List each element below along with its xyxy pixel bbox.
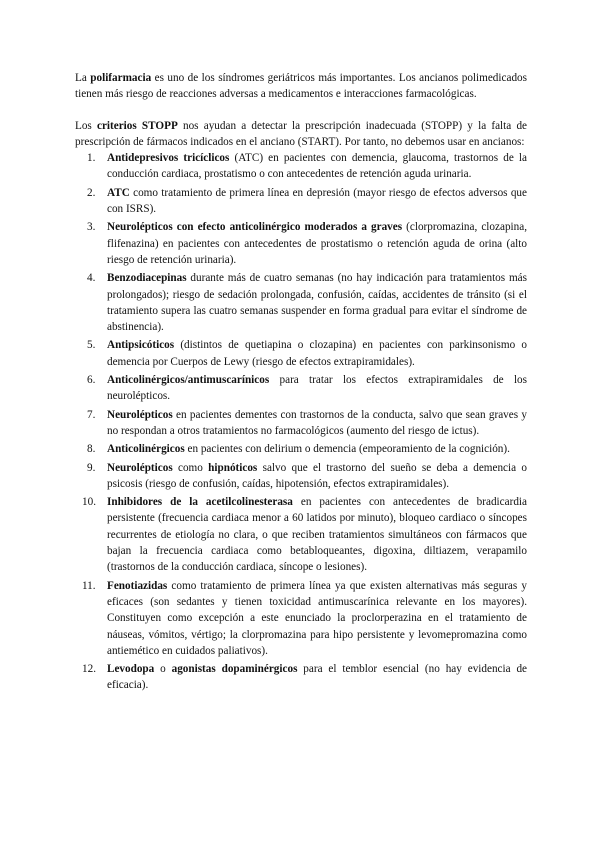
list-item: 9. Neurolépticos como hipnóticos salvo que el trastorno del sueño se deba a demencia o psicosis (riesgo de confusión, caídas, hipotensión, efectos extrapiramidales). xyxy=(87,461,527,490)
list-item: 10. Inhibidores de la acetilcolinesterasa en pacientes con antecedentes de bradicardia persistente (frecuencia cardiaca menor a 60 latidos por minuto), bloqueo cardiaco o síncopes recurrentes de etiología no clara, o que reciben tratamientos simultáneos con fármacos que bajan la frecuencia cardiaca como betabloqueantes, digoxina, diltiazem, verapamilo (trastornos de la conducción cardiaca, síncope o lesiones). xyxy=(82,496,527,574)
list-item: 2. ATC como tratamiento de primera línea en depresión (mayor riesgo de efectos adversos que con ISRS). xyxy=(87,186,527,216)
list-item: 3. Neurolépticos con efecto anticolinérgico moderados a graves (clorpromazina, clozapina, flifenazina) en pacientes con antecedentes de prostatismo o retención aguda de orina (alto riesgo de retención urinaria). xyxy=(87,221,528,266)
list-item: 4. Benzodiacepinas durante más de cuatro semanas (no hay indicación para tratamientos más prolongados); riesgo de sedación prolongada, confusión, caídas, accidentes de tránsito (si el tratamiento supera las cuatro semanas suspender en forma gradual para evitar el síndrome de abstinencia). xyxy=(87,272,527,334)
intro-term: polifarmacia xyxy=(90,72,152,84)
list-item: 11. Fenotiazidas como tratamiento de primera línea ya que existen alternativas más seguras y eficaces (son sedantes y tienen toxicidad antimuscarínica relevante en los mayores). Constituyen como excepción a este enunciado la proclorperazina en el tratamiento de náuseas, vómitos, vértigo; la clorpromazina para hipo persistente y levomepromazina como antiemético en cuidados paliativos). xyxy=(82,579,527,657)
list-item: 12. Levodopa o agonistas dopaminérgicos para el temblor esencial (no hay evidencia de eficacia). xyxy=(82,663,528,692)
list-item: 8. Anticolinérgicos en pacientes con delirium o demencia (empeoramiento de la cognición). xyxy=(87,443,510,456)
list-item: 7. Neurolépticos en pacientes dementes con trastornos de la conducta, salvo que sean graves y no respondan a otros tratamientos no farmacológicos (aumento del riesgo de ictus). xyxy=(87,408,527,437)
intro-text-end: es uno de los síndromes geriátricos más importantes. Los ancianos polimedicados tienen más riesgo de reacciones adversas a medicamentos e interacciones farmacológicas. xyxy=(75,72,527,101)
list-item: 1. Antidepresivos tricíclicos (ATC) en pacientes con demencia, glaucoma, trastornos de la conducción cardiaca, prostatismo o con antecedentes de retención aguda urinaria. xyxy=(87,152,527,181)
document-page xyxy=(75,70,527,696)
stopp-paragraph xyxy=(75,118,527,151)
stopp-criteria-list xyxy=(75,150,527,694)
stopp-term: criterios STOPP xyxy=(96,119,178,132)
list-item: 6. Anticolinérgicos/antimuscarínicos para tratar los efectos extrapiramidales de los neurolépticos. xyxy=(87,374,527,403)
intro-paragraph xyxy=(75,70,527,103)
intro-text-start: La xyxy=(75,72,91,84)
stopp-text-end: nos ayudan a detectar la prescripción inadecuada (STOPP) y la falta de prescripción de fármacos indicados en el anciano (START). Por tanto, no debemos usar en ancianos: xyxy=(75,119,527,148)
list-item: 5. Antipsicóticos (distintos de quetiapina o clozapina) en pacientes con parkinsonismo o demencia por Cuerpos de Lewy (riesgo de efectos extrapiramidales). xyxy=(87,339,527,368)
stopp-text-start: Los xyxy=(75,119,97,132)
